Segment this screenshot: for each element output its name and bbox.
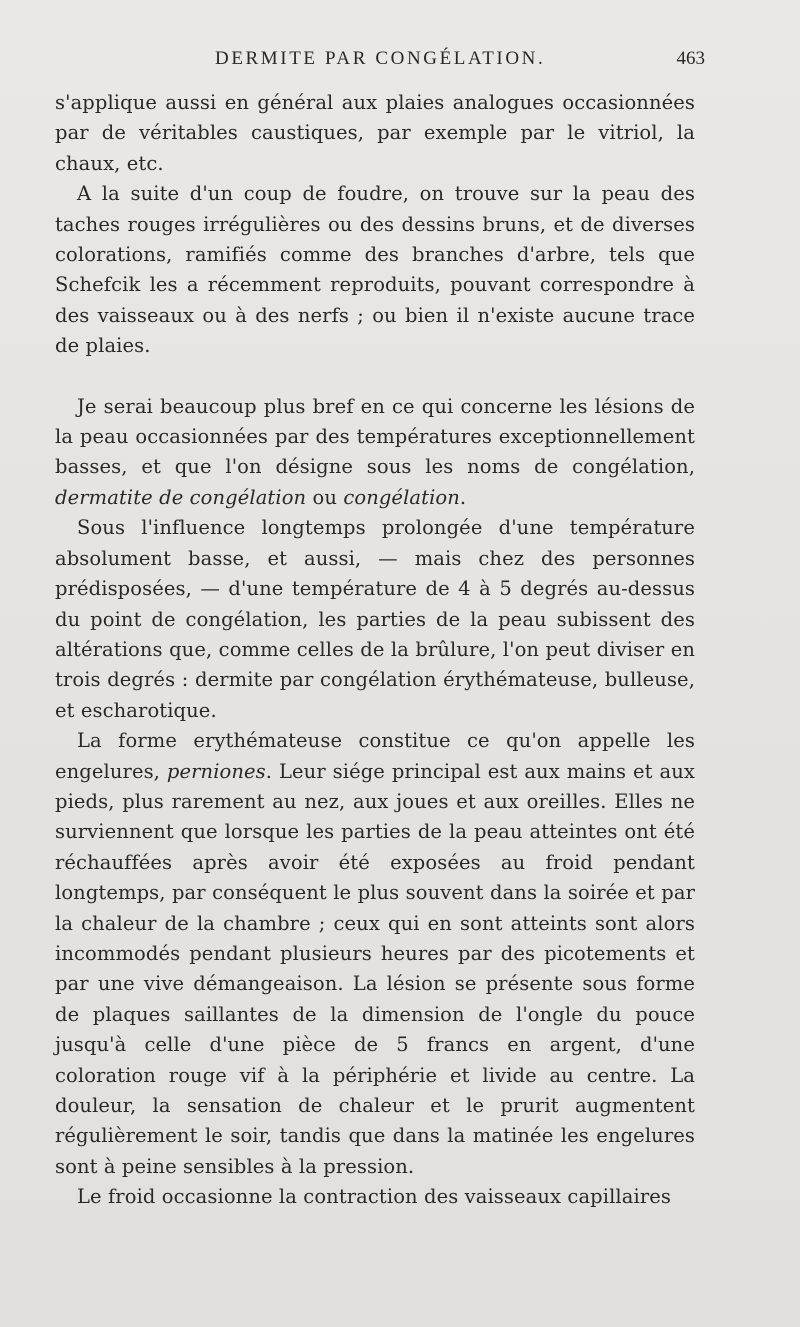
paragraph-lightning bbox=[55, 179, 695, 361]
page-header bbox=[55, 48, 705, 78]
paragraph-froid bbox=[55, 1182, 695, 1212]
body-text bbox=[55, 88, 695, 1213]
paragraph-degrees bbox=[55, 513, 695, 726]
paragraph-text: ou bbox=[306, 485, 344, 509]
paragraph-text: A la suite d'un coup de foudre, on trouve sur la peau des taches rouges irrégulières ou des dessins bruns, et de diverses colorations, ramifiés comme des branches d'arbre, tels que Schefcik les a récemment reproduits, pouvant correspondre à des vaisseaux ou à des nerfs ; ou bien il n'existe aucune trace de plaies. bbox=[55, 182, 695, 358]
paragraph-text: . bbox=[459, 485, 467, 509]
running-head: DERMITE PAR CONGÉLATION. bbox=[215, 48, 546, 69]
italic-term: perniones bbox=[166, 759, 266, 783]
italic-term: dermatite de congélation bbox=[55, 485, 307, 509]
paragraph-congelation-intro bbox=[55, 392, 695, 514]
paragraph-text: Je serai beaucoup plus bref en ce qui concerne les lésions de la peau occasionnées par des températures exceptionnellement basses, et que l'on désigne sous les noms de congélation, bbox=[55, 394, 695, 479]
paragraph-text: Le froid occasionne la contraction des vaisseaux capillaires bbox=[77, 1185, 671, 1209]
paragraph-text: . Leur siége principal est aux mains et aux pieds, plus rarement au nez, aux joues et aux oreilles. Elles ne surviennent que lorsque les parties de la peau atteintes ont été réchauffées après avoir été exposées au froid pendant longtemps, par conséquent le plus souvent dans la soirée et par la chaleur de la chambre ; ceux qui en sont atteints sont alors incommodés pendant plusieurs heures par des picotements et par une vive démangeaison. La lésion se présente sous forme de plaques saillantes de la dimension de l'ongle du pouce jusqu'à celle d'une pièce de 5 francs en argent, d'une coloration rouge vif à la périphérie et livide au centre. La douleur, la sensation de chaleur et le prurit augmentent régulièrement le soir, tandis que dans la matinée les engelures sont à peine sensibles à la pression. bbox=[55, 759, 695, 1178]
paragraph-engelures bbox=[55, 726, 695, 1182]
paragraph-text: La forme erythémateuse constitue ce qu'on appelle les engelures, bbox=[55, 729, 695, 783]
paragraph-text: s'applique aussi en général aux plaies analogues occasionnées par de véritables caustiques, par exemple par le vitriol, la chaux, etc. bbox=[55, 91, 695, 175]
italic-term: congélation bbox=[343, 485, 460, 509]
paragraph-continuation bbox=[55, 88, 695, 179]
page-number: 463 bbox=[676, 48, 705, 69]
paragraph-text: Sous l'influence longtemps prolongée d'une température absolument basse, et aussi, — mais chez des personnes prédisposées, — d'une température de 4 à 5 degrés au-dessus du point de congélation, les parties de la peau subissent des altérations que, comme celles de la brûlure, l'on peut diviser en trois degrés : dermite par congélation érythémateuse, bulleuse, et escharotique. bbox=[55, 516, 695, 722]
